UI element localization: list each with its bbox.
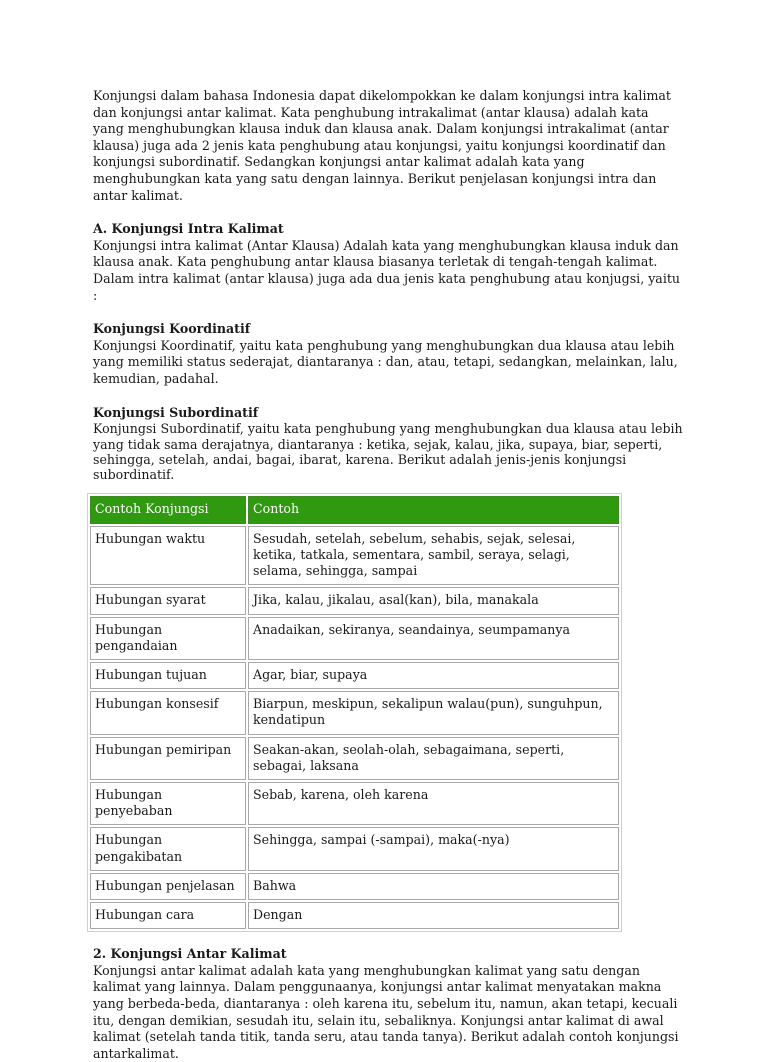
table-row (90, 587, 619, 614)
koordinatif-paragraph: Konjungsi Koordinatif, yaitu kata penghubung yang menghubungkan dua klausa atau lebih yang memiliki status sederajat, diantaranya : dan, atau, tetapi, sedangkan, melainkan, lalu, kemudian, padahal. (93, 337, 678, 386)
section-2-heading: 2. Konjungsi Antar Kalimat (93, 946, 287, 962)
table-cell-hubungan: Hubungan penjelasan (90, 873, 246, 900)
table-cell-contoh: Anadaikan, sekiranya, seandainya, seumpamanya (248, 617, 619, 660)
konjungsi-table (87, 493, 622, 932)
table-header-cell: Contoh Konjungsi (90, 496, 246, 524)
table-cell-hubungan: Hubungan syarat (90, 587, 246, 614)
table-cell-contoh: Sehingga, sampai (-sampai), maka(-nya) (248, 827, 619, 870)
table-cell-contoh: Bahwa (248, 873, 619, 900)
table-row (90, 617, 619, 660)
table-cell-contoh: Dengan (248, 902, 619, 929)
table-cell-hubungan: Hubungan konsesif (90, 691, 246, 734)
intro-paragraph: Konjungsi dalam bahasa Indonesia dapat dikelompokkan ke dalam konjungsi intra kalimat dan konjungsi antar kalimat. Kata penghubung intrakalimat (antar klausa) adalah kata yang menghubungkan klausa induk dan klausa anak. Dalam konjungsi intrakalimat (antar klausa) juga ada 2 jenis kata penghubung atau konjungsi, yaitu konjungsi koordinatif dan konjungsi subordinatif. Sedangkan konjungsi antar kalimat adalah kata yang menghubungkan kata yang satu dengan lainnya. Berikut penjelasan konjungsi intra dan antar kalimat. (93, 88, 671, 203)
table-cell-hubungan: Hubungan pengandaian (90, 617, 246, 660)
section-2-paragraph: Konjungsi antar kalimat adalah kata yang menghubungkan kalimat yang satu dengan kalimat yang lainnya. Dalam penggunaanya, konjungsi antar kalimat menyatakan makna yang berbeda-beda, diantaranya : oleh karena itu, sebelum itu, namun, akan tetapi, kecuali itu, dengan demikian, sesudah itu, selain itu, sebaliknya. Konjungsi antar kalimat di awal kalimat (setelah tanda titik, tanda seru, atau tanda tanya). Berikut adalah contoh konjungsi antarkalimat. (93, 962, 679, 1061)
table-header-cell: Contoh (248, 496, 619, 524)
subordinatif-paragraph: Konjungsi Subordinatif, yaitu kata penghubung yang menghubungkan dua klausa atau lebih yang tidak sama derajatnya, diantaranya : ketika, sejak, kalau, jika, supaya, biar, seperti, sehingga, setelah, andai, bagai, ibarat, karena. Berikut adalah jenis-jenis konjungsi subordinatif. (93, 421, 683, 483)
table-cell-contoh: Sesudah, setelah, sebelum, sehabis, sejak, selesai, ketika, tatkala, sementara, sambil, seraya, selagi, selama, sehingga, sampai (248, 526, 619, 586)
table-row (90, 662, 619, 689)
document-content (93, 88, 683, 1062)
table-row (90, 873, 619, 900)
table-cell-hubungan: Hubungan tujuan (90, 662, 246, 689)
table-row (90, 827, 619, 870)
table-cell-contoh: Biarpun, meskipun, sekalipun walau(pun), sunguhpun, kendatipun (248, 691, 619, 734)
table-cell-hubungan: Hubungan pengakibatan (90, 827, 246, 870)
table-cell-contoh: Agar, biar, supaya (248, 662, 619, 689)
table-row (90, 737, 619, 780)
table-row (90, 902, 619, 929)
table-cell-hubungan: Hubungan penyebaban (90, 782, 246, 825)
table-cell-hubungan: Hubungan pemiripan (90, 737, 246, 780)
table-cell-hubungan: Hubungan waktu (90, 526, 246, 586)
table-row (90, 782, 619, 825)
section-a-paragraph: Konjungsi intra kalimat (Antar Klausa) Adalah kata yang menghubungkan klausa induk dan klausa anak. Kata penghubung antar klausa biasanya terletak di tengah-tengah kalimat. Dalam intra kalimat (antar klausa) juga ada dua jenis kata penghubung atau konjugsi, yaitu : (93, 237, 681, 303)
table-header-row (90, 496, 619, 524)
section-a-heading: A. Konjungsi Intra Kalimat (93, 221, 284, 237)
table-cell-contoh: Jika, kalau, jikalau, asal(kan), bila, manakala (248, 587, 619, 614)
koordinatif-heading: Konjungsi Koordinatif (93, 321, 251, 337)
table-cell-contoh: Sebab, karena, oleh karena (248, 782, 619, 825)
table-row (90, 526, 619, 586)
table-row (90, 691, 619, 734)
table-cell-contoh: Seakan-akan, seolah-olah, sebagaimana, seperti, sebagai, laksana (248, 737, 619, 780)
table-cell-hubungan: Hubungan cara (90, 902, 246, 929)
subordinatif-heading: Konjungsi Subordinatif (93, 404, 259, 420)
